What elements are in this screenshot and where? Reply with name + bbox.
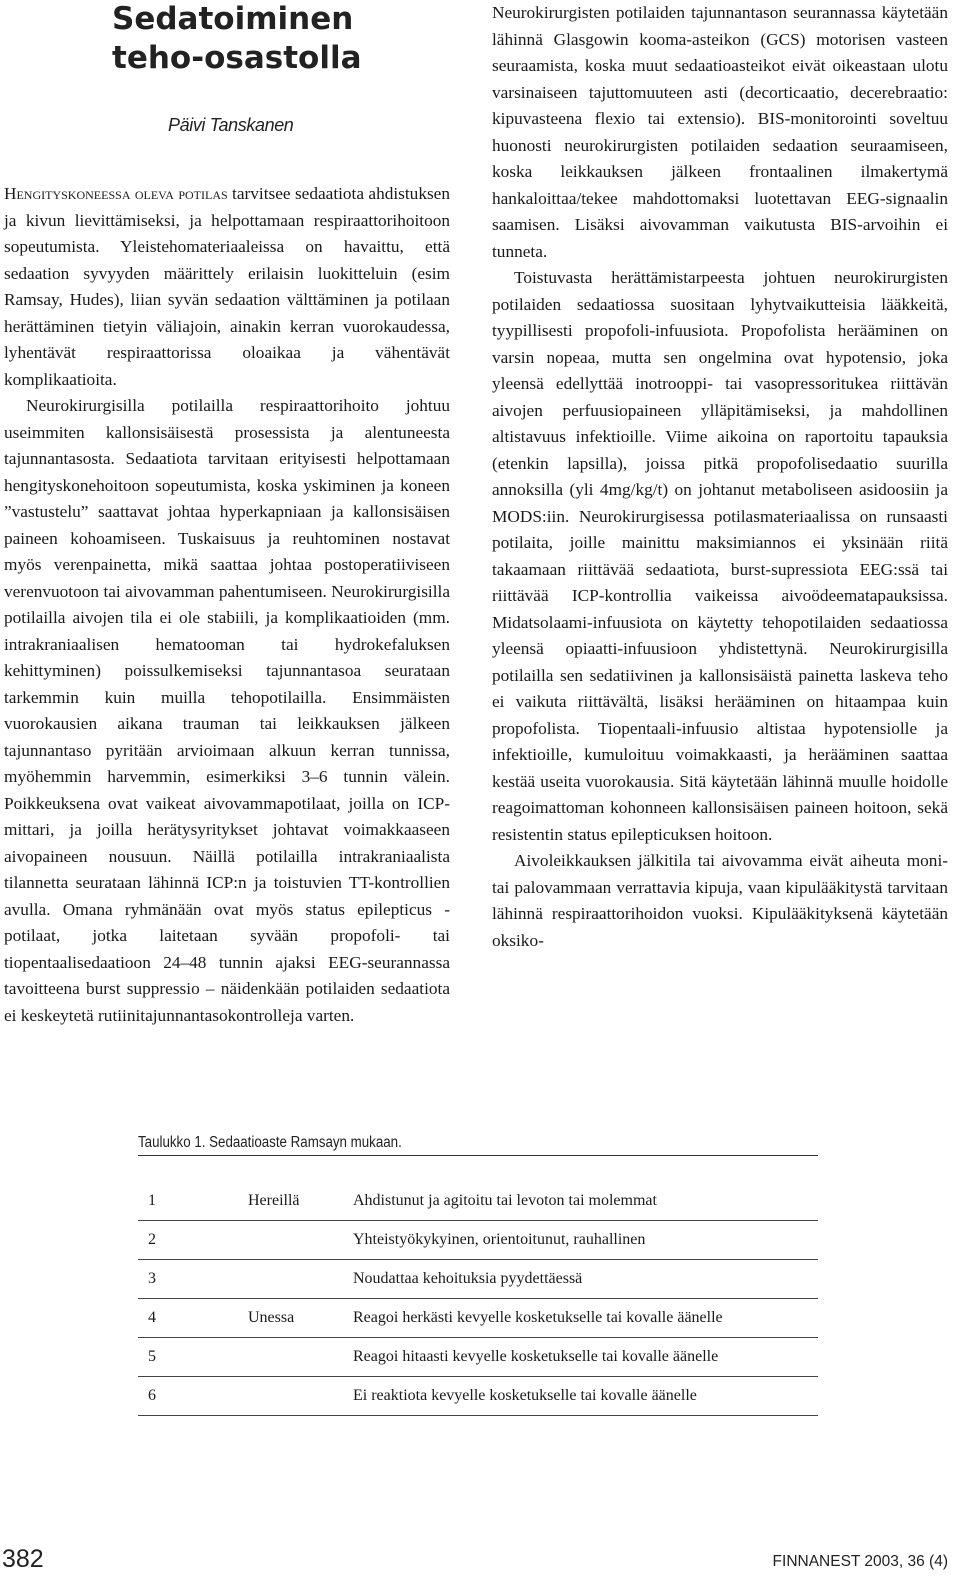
level-cell: 5	[138, 1338, 248, 1377]
group-cell	[248, 1338, 343, 1377]
group-cell	[248, 1377, 343, 1416]
table-row	[138, 1377, 818, 1416]
group-cell	[248, 1221, 343, 1260]
description-cell: Ei reaktiota kevyelle kosketukselle tai kovalle äänelle	[343, 1377, 818, 1416]
group-cell: Unessa	[248, 1299, 343, 1338]
ramsay-scale-table	[138, 1182, 818, 1416]
left-paragraph-2: Neurokirurgisilla potilailla respiraattorihoito johtuu useimmiten kallonsisäisestä prosessista ja alentuneesta tajunnantasosta. Sedaatiota tarvitaan erityisesti helpottamaan hengityskonehoitoon sopeutumista, koska yskiminen ja koneen ”vastustelu” saattavat johtaa hyperkapniaan ja kallonsisäisen paineen kohoamiseen. Tuskaisuus ja reuhtominen nostavat myös verenpainetta, mikä saattaa johtaa postoperatiiviseen verenvuotoon tai aivovamman pahentumiseen. Neurokirurgisilla potilailla aivojen tila ei ole stabiili, ja komplikaatioiden (mm. intrakraniaalisen hematooman tai hydrokefaluksen kehittyminen) poissulkemiseksi tajunnantasoa seurataan tarkemmin kuin muilla tehopotilailla. Ensimmäisten vuorokausien aikana trauman tai leikkauksen jälkeen tajunnantaso pyritään arvioimaan alkuun kerran tunnissa, myöhemmin harvemmin, esimerkiksi 3–6 tunnin välein. Poikkeuksena ovat vaikeat aivovammapotilaat, joilla on ICP-mittari, ja joilla herätysyritykset johtavat voimakkaaseen aivopaineen nousuun. Näillä potilailla intrakraniaalista tilannetta seurataan lähinnä ICP:n ja toistuvien TT-kontrollien avulla. Omana ryhmänään ovat myös status epilepticus -potilaat, jotka laitetaan syvään propofoli- tai tiopentaalisedaatioon 24–48 tunnin ajaksi EEG-seurannassa tavoitteena burst suppressio – näidenkään potilaiden sedaatiota ei keskeytetä rutiinitajunnantasokontrolleja varten.	[4, 396, 450, 1025]
left-paragraph-1-text: tarvitsee sedaatiota ahdistuksen ja kivun lievittämiseksi, ja helpottamaan respiraattorihoitoon sopeutumista. Yleistehomateriaaleissa on havaittu, että sedaation syvyyden määrittely erilaisin luokitteluin (esim Ramsay, Hudes), liian syvän sedaation välttäminen ja potilaan herättäminen tietyin väliajoin, ainakin kerran vuorokaudessa, lyhentävät respiraattorissa oloaikaa ja vähentävät komplikaatioita.	[4, 184, 450, 389]
article-title	[112, 0, 412, 78]
level-cell: 4	[138, 1299, 248, 1338]
title-line-2: teho-osastolla	[112, 40, 362, 76]
level-cell: 6	[138, 1377, 248, 1416]
level-cell: 3	[138, 1260, 248, 1299]
right-paragraph-3: Aivoleikkauksen jälkitila tai aivovamma eivät aiheuta moni- tai palovammaan verrattavia kipuja, vaan kipulääkitystä tarvitaan lähinnä respiraattorihoidon vuoksi. Kipulääkityksenä käytetään oksiko-	[492, 851, 948, 950]
left-paragraph-1	[4, 181, 450, 393]
table-row	[138, 1221, 818, 1260]
table-row	[138, 1260, 818, 1299]
level-cell: 2	[138, 1221, 248, 1260]
right-paragraph-2: Toistuvasta herättämistarpeesta johtuen neurokirurgisten potilaiden sedaatiossa suositaan lyhytvaikutteisia lääkkeitä, tyypillisesti propofoli-infuusiota. Propofolista herääminen on varsin nopeaa, mutta sen ongelmina ovat hypotensio, joka yleensä edellyttää inotrooppi- tai vasopressoritukea riittävän aivojen perfuusiopaineen ylläpitämiseksi, ja mahdollinen altistavuus infektioille. Viime aikoina on raportoitu tapauksia (etenkin lapsilla), joissa pitkä propofolisedaatio suurilla annoksilla (yli 4mg/kg/t) on johtanut metaboliseen asidoosiin ja MODS:iin. Neurokirurgisessa potilasmateriaalissa on runsaasti potilaita, joille mainittu maksimiannos ei yksinään riitä takaamaan riittävää sedaatiota, burst-supressiota EEG:ssä tai riittävää ICP-kontrollia vaikeissa aivoödeematapauksissa. Midatsolaami-infuusiota on käytetty tehopotilaiden sedaatiossa yleensä opiaatti-infuusioon yhdistettynä. Neurokirurgisilla potilailla sen sedatiivinen ja kallonsisäistä painetta laskeva teho ei vaikuta riittävältä, lisäksi herääminen on hitaampaa kuin propofolista. Tiopentaali-infuusio altistaa hypotensiolle ja infektioille, kumuloituu voimakkaasti, ja herääminen saattaa kestää useita vuorokausia. Sitä käytetään lähinnä muulle hoidolle reagoimattoman kohonneen kallonsisäisen paineen hoitoon, sekä resistentin status epilepticuksen hoitoon.	[492, 268, 948, 844]
table-caption: Taulukko 1. Sedaatioaste Ramsayn mukaan.	[138, 1134, 402, 1151]
page-number: 382	[2, 1545, 44, 1573]
right-column	[492, 0, 948, 954]
table-top-rule	[138, 1155, 818, 1156]
description-cell: Reagoi herkästi kevyelle kosketukselle tai kovalle äänelle	[343, 1299, 818, 1338]
description-cell: Noudattaa kehoituksia pyydettäessä	[343, 1260, 818, 1299]
table-row	[138, 1182, 818, 1221]
table-row	[138, 1299, 818, 1338]
left-column	[4, 181, 450, 1029]
description-cell: Reagoi hitaasti kevyelle kosketukselle tai kovalle äänelle	[343, 1338, 818, 1377]
group-cell	[248, 1260, 343, 1299]
ramsay-table	[138, 1155, 818, 1416]
level-cell: 1	[138, 1182, 248, 1221]
journal-reference: FINNANEST 2003, 36 (4)	[772, 1553, 948, 1570]
author-name: Päivi Tanskanen	[168, 115, 294, 135]
description-cell: Ahdistunut ja agitoitu tai levoton tai molemmat	[343, 1182, 818, 1221]
table-row	[138, 1338, 818, 1377]
lead-in: Hengityskoneessa oleva potilas	[4, 184, 228, 203]
description-cell: Yhteistyökykyinen, orientoitunut, rauhallinen	[343, 1221, 818, 1260]
title-line-1: Sedatoiminen	[112, 1, 354, 37]
group-cell: Hereillä	[248, 1182, 343, 1221]
right-paragraph-1: Neurokirurgisten potilaiden tajunnantason seurannassa käytetään lähinnä Glasgowin kooma-asteikon (GCS) motorisen vasteen seuraamista, koska muut sedaatioasteikot eivät oikeastaan ulotu varsinaiseen tajuttomuuteen asti (decorticaatio, decerebraatio: kipuvasteena flexio tai extensio). BIS-monitorointi soveltuu huonosti neurokirurgisten potilaiden sedaation seuraamiseen, koska leikkauksen jälkeen frontaalinen ilmakertymä hankaloittaa/tekee mahdottomaksi luotettavan EEG-signaalin saamisen. Lisäksi aivovamman vaikutusta BIS-arvoihin ei tunneta.	[492, 3, 948, 261]
